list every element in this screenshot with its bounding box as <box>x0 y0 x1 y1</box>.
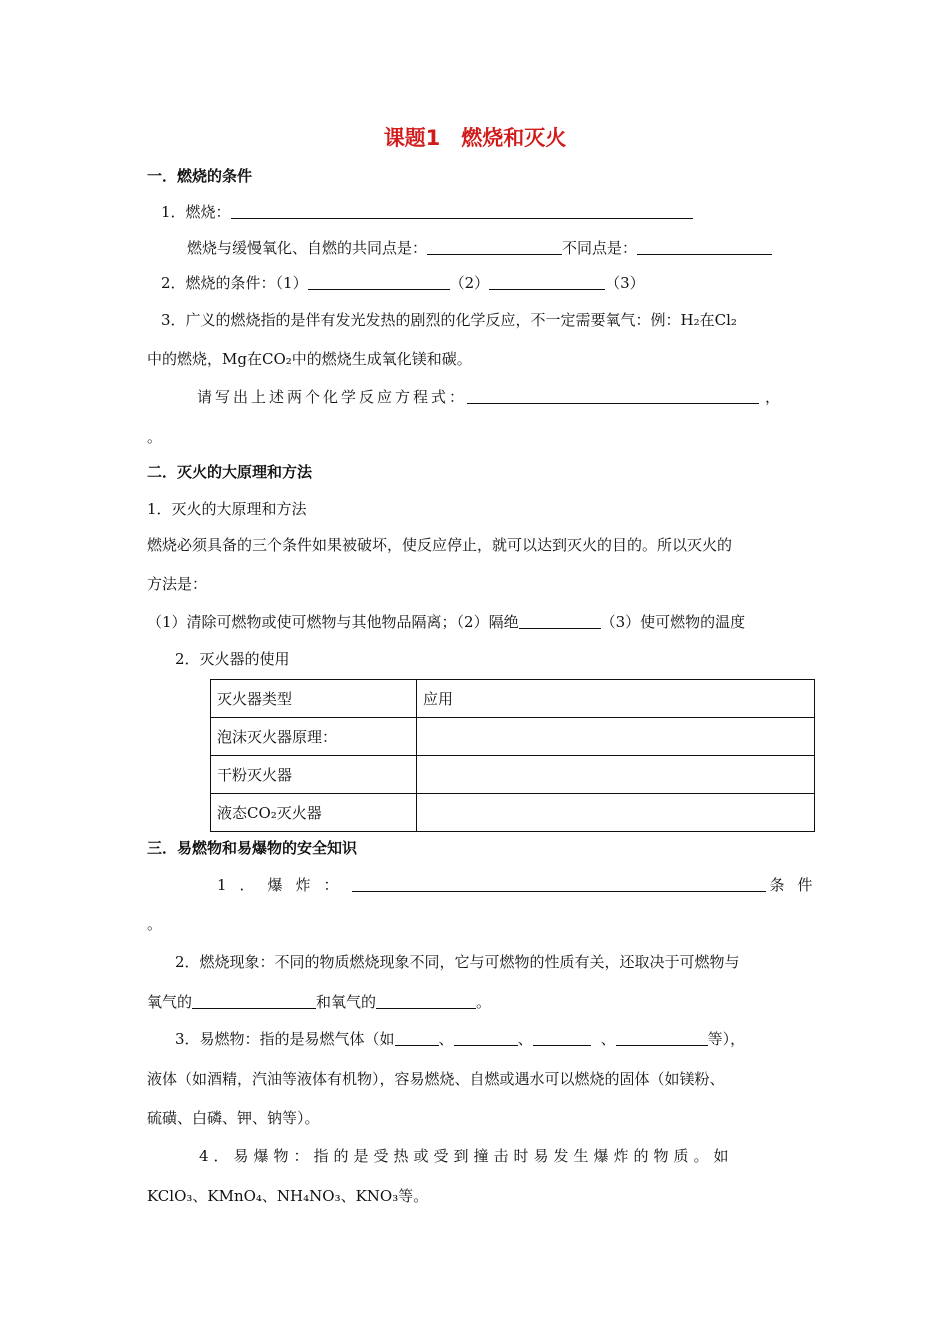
s1-compare-b: 不同点是： <box>562 239 638 257</box>
s2-methods-a: （1）清除可燃物或使可燃物与其他物品隔离；（2）隔绝 <box>147 613 519 631</box>
s2-isolate-blank[interactable] <box>519 613 601 629</box>
s3-item3-line2: 液体（如酒精，汽油等液体有机物），容易燃烧、自燃或遇水可以燃烧的固体（如镁粉、 <box>147 1070 725 1088</box>
s2-sub2: 2．灭火器的使用 <box>175 650 290 668</box>
s3-item3-line3: 硫磺、白磷、钾、钠等）。 <box>147 1109 320 1127</box>
s1-prompt-text: 请写出上述两个化学反应方程式： <box>197 388 468 406</box>
s3-item2-c: 。 <box>476 993 492 1011</box>
table-cell-use[interactable] <box>417 756 815 794</box>
s3-item1-end: 。 <box>147 915 163 933</box>
section2-heading: 二．灭火的大原理和方法 <box>147 463 313 481</box>
table-header-type: 灭火器类型 <box>211 680 417 718</box>
s1-item2-mark3: （3） <box>605 274 645 292</box>
s1-item1 <box>161 201 693 222</box>
s1-item3-end: 。 <box>147 428 163 446</box>
s3-item1 <box>217 874 826 895</box>
s3-gas1-blank[interactable] <box>395 1030 439 1046</box>
section1-heading: 一．燃烧的条件 <box>147 167 253 185</box>
s3-gas2-blank[interactable] <box>454 1030 518 1046</box>
s3-area-blank[interactable] <box>376 993 476 1009</box>
s1-item3-prompt <box>197 386 780 407</box>
s3-explosion-blank[interactable] <box>352 876 766 892</box>
s3-gas4-blank[interactable] <box>616 1030 708 1046</box>
s1-item3-line1: 3．广义的燃烧指的是伴有发光发热的剧烈的化学反应，不一定需要氧气：例：H₂在Cl₂ <box>161 311 737 329</box>
s3-sep: 、 <box>517 1030 533 1048</box>
s1-item1-compare <box>187 237 772 258</box>
s2-para2: 方法是： <box>147 575 208 593</box>
s3-item4-line2: KClO₃、KMnO₄、NH₄NO₃、KNO₃等。 <box>147 1187 429 1205</box>
table-cell-use[interactable] <box>417 794 815 832</box>
s3-item1-label: 1．爆炸： <box>217 876 352 894</box>
s1-item2 <box>161 272 645 293</box>
s3-item2-b: 和氧气的 <box>316 993 377 1011</box>
table-row <box>211 794 815 832</box>
table-header-row <box>211 680 815 718</box>
table-row <box>211 756 815 794</box>
s1-item1-blank[interactable] <box>231 203 693 219</box>
s3-item1-cond: 条件 <box>769 876 826 894</box>
s3-amount-blank[interactable] <box>192 993 316 1009</box>
s3-item3-end: 等）， <box>707 1030 746 1048</box>
table-cell-type: 干粉灭火器 <box>211 756 417 794</box>
s3-item2-a: 氧气的 <box>147 993 193 1011</box>
s3-gas3-blank[interactable] <box>533 1030 591 1046</box>
s1-cond1-blank[interactable] <box>308 274 450 290</box>
table-cell-type: 液态CO₂灭火器 <box>211 794 417 832</box>
table-cell-type: 泡沫灭火器原理： <box>211 718 417 756</box>
s1-common-blank[interactable] <box>427 239 562 255</box>
s2-methods-b: （3）使可燃物的温度 <box>600 613 746 631</box>
s3-item3-a: 3．易燃物：指的是易燃气体（如 <box>175 1030 395 1048</box>
extinguisher-table <box>210 679 815 832</box>
s3-item2-line2 <box>147 991 491 1012</box>
s2-methods <box>147 611 745 632</box>
s2-para1: 燃烧必须具备的三个条件如果被破坏，使反应停止，就可以达到灭火的目的。所以灭火的 <box>147 536 733 554</box>
section3-heading: 三．易燃物和易爆物的安全知识 <box>147 839 358 857</box>
table-cell-use[interactable] <box>417 718 815 756</box>
s3-sep: 、 <box>600 1030 616 1048</box>
s1-equation-blank[interactable] <box>467 388 759 404</box>
table-row <box>211 718 815 756</box>
s1-item2-mark2: （2） <box>449 274 490 292</box>
s3-item2-line1: 2．燃烧现象：不同的物质燃烧现象不同，它与可燃物的性质有关，还取决于可燃物与 <box>175 953 740 971</box>
s1-item1-label: 1．燃烧： <box>161 203 231 221</box>
s3-item4-line1: 4．易爆物：指的是受热或受到撞击时易发生爆炸的物质。如 <box>199 1147 734 1165</box>
page-title: 课题1 燃烧和灭火 <box>383 126 567 150</box>
s3-sep: 、 <box>438 1030 454 1048</box>
s1-item3-line2: 中的燃烧，Mg在CO₂中的燃烧生成氧化镁和碳。 <box>147 350 472 368</box>
s1-comma: ， <box>765 388 781 406</box>
s1-item2-label: 2．燃烧的条件：（1） <box>161 274 308 292</box>
s1-compare-a: 燃烧与缓慢氧化、自燃的共同点是： <box>187 239 428 257</box>
table-header-use: 应用 <box>417 680 815 718</box>
s1-diff-blank[interactable] <box>637 239 772 255</box>
s3-item3-line1 <box>175 1028 745 1049</box>
s1-cond2-blank[interactable] <box>489 274 605 290</box>
s2-sub1: 1．灭火的大原理和方法 <box>147 500 307 518</box>
